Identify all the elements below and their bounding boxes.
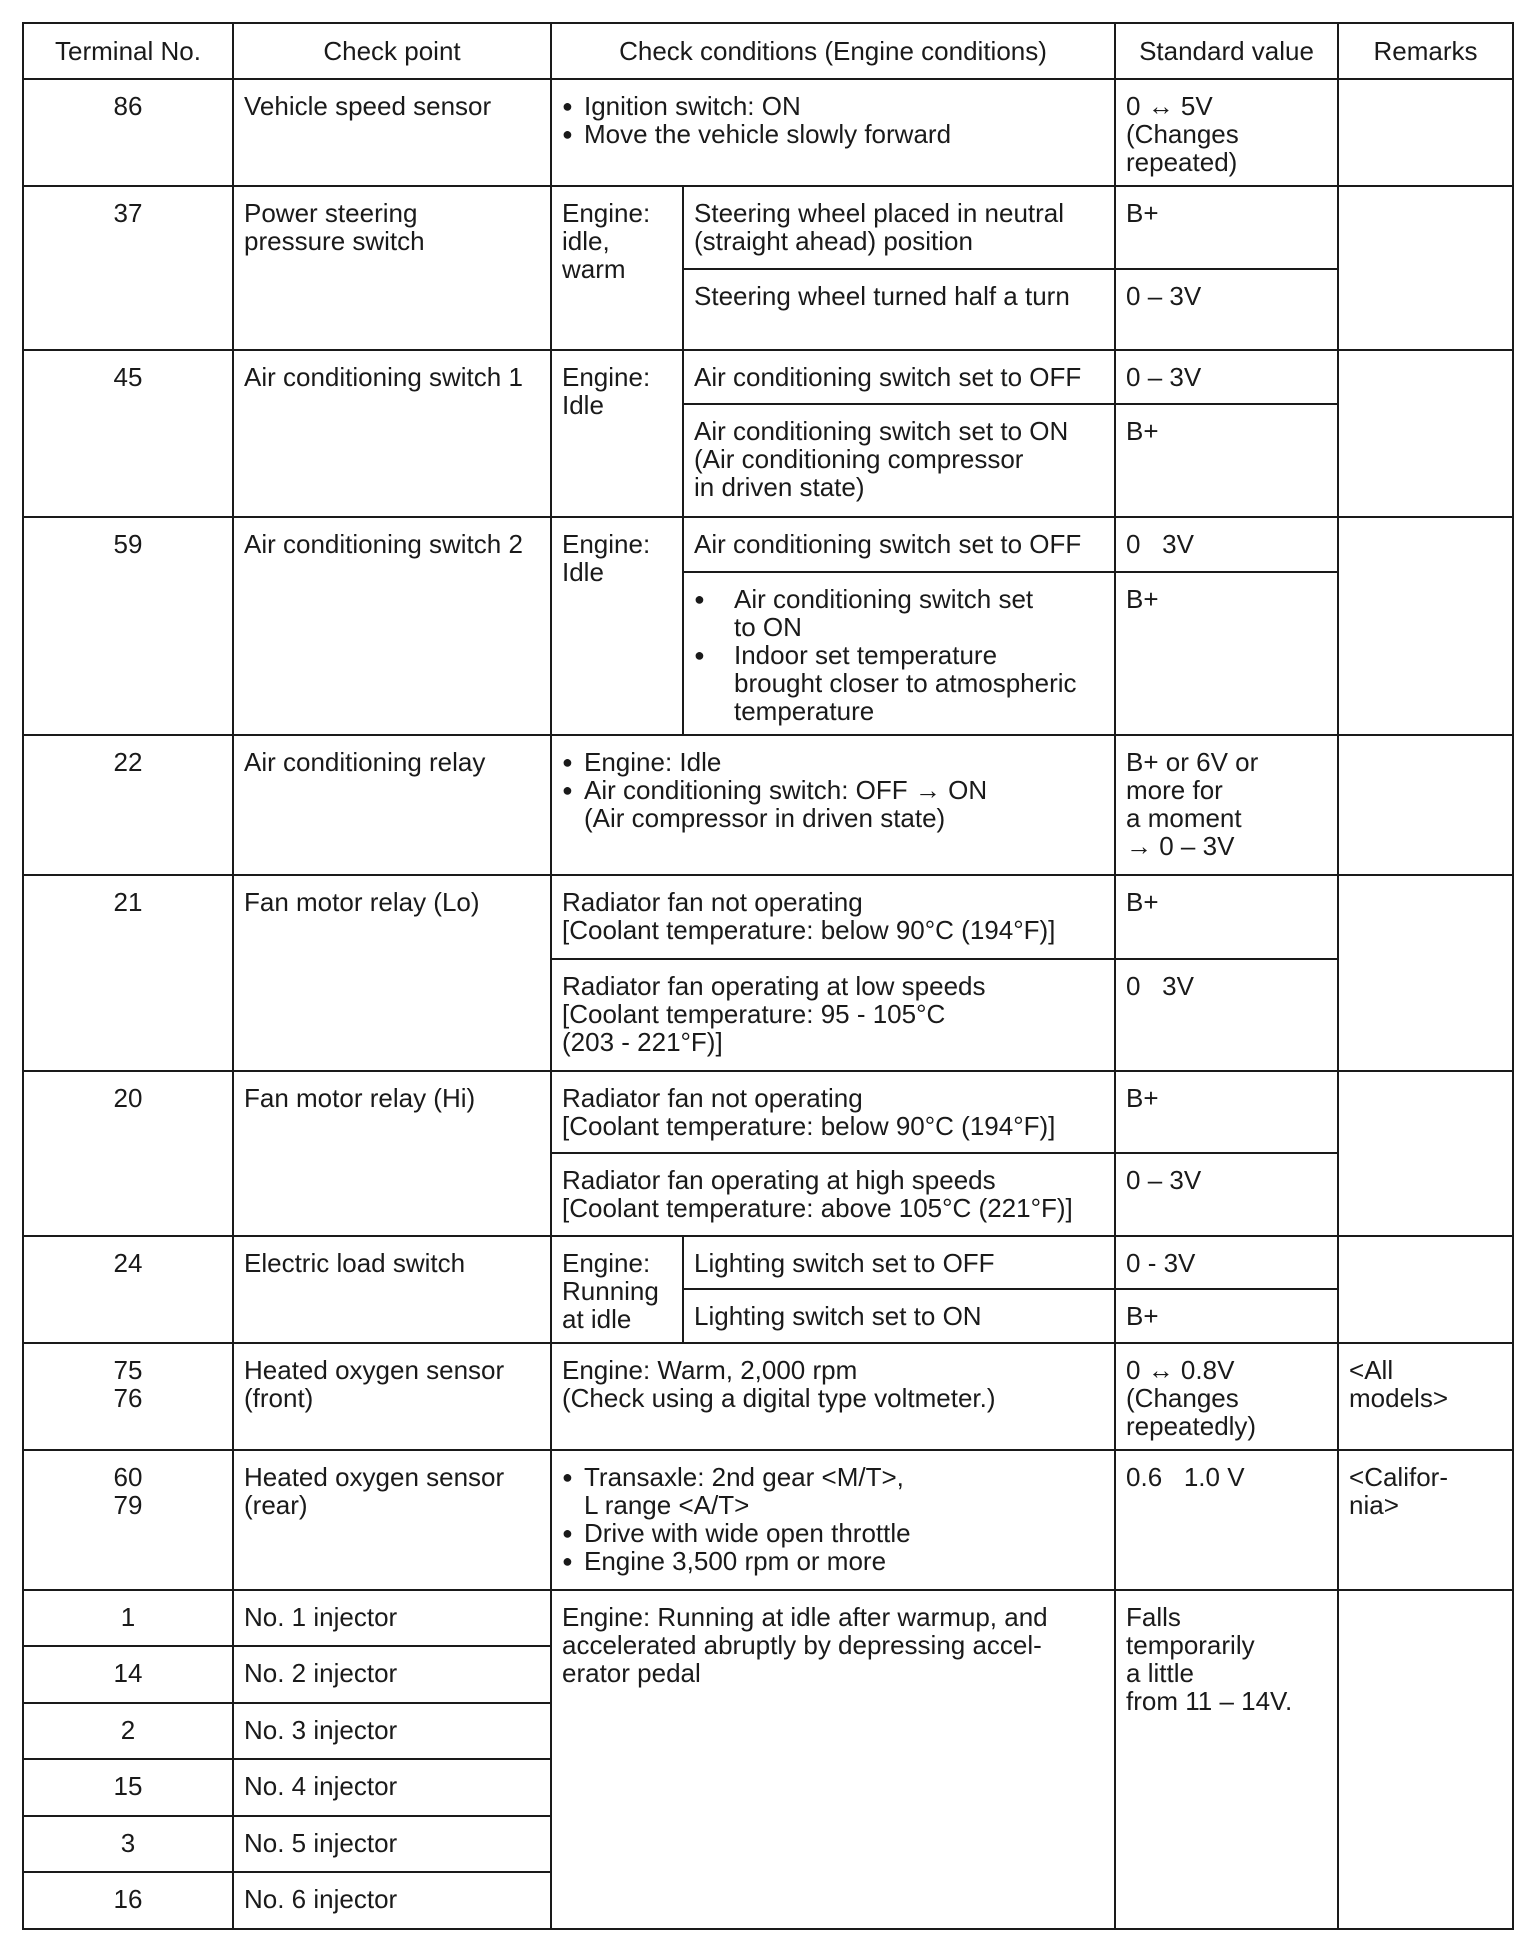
standard-value: B+ or 6V or more for a moment → 0 – 3V [1115,735,1338,874]
table-row [23,517,1513,572]
list-item: ● Move the vehicle slowly forward [562,120,1104,148]
standard-value: 0 3V [1115,517,1338,572]
terminal-check-document [22,22,1512,1930]
sub-condition: Lighting switch set to ON [683,1289,1115,1344]
remarks [1338,1071,1513,1237]
remarks [1338,186,1513,350]
standard-value: B+ [1115,404,1338,517]
list-item: ● Engine 3,500 rpm or more [562,1547,1104,1575]
engine-condition: Engine: Idle [551,350,683,518]
condition-list [562,1463,1104,1575]
condition-list [562,748,1104,832]
check-point: Air conditioning relay [233,735,551,874]
terminal-number: 75 76 [23,1343,233,1450]
check-point: No. 4 injector [233,1759,551,1816]
check-point: Air conditioning switch 1 [233,350,551,518]
table-row [23,1590,1513,1647]
check-point: Heated oxygen sensor (rear) [233,1450,551,1589]
check-conditions: Radiator fan not operating [Coolant temperature: below 90°C (194°F)] [551,875,1115,960]
check-point: Vehicle speed sensor [233,79,551,186]
list-item: ● Transaxle: 2nd gear <M/T>, L range <A/T> [562,1463,1104,1519]
remarks [1338,875,1513,1071]
table-row [23,1236,1513,1289]
remarks: <Califor- nia> [1338,1450,1513,1589]
standard-value: B+ [1115,1289,1338,1344]
terminal-number: 21 [23,875,233,1071]
terminal-number: 2 [23,1703,233,1760]
terminal-number: 22 [23,735,233,874]
condition-list [694,585,1104,725]
list-item: ● Engine: Idle [562,748,1104,776]
terminal-number: 60 79 [23,1450,233,1589]
check-conditions: Radiator fan operating at high speeds [Coolant temperature: above 105°C (221°F)] [551,1153,1115,1236]
terminal-number: 3 [23,1816,233,1873]
terminal-number: 59 [23,517,233,735]
list-item: ● Drive with wide open throttle [562,1519,1104,1547]
remarks [1338,517,1513,735]
check-point: Air conditioning switch 2 [233,517,551,735]
remarks: <All models> [1338,1343,1513,1450]
check-conditions [551,735,1115,874]
engine-condition: Engine: idle, warm [551,186,683,350]
sub-condition: Air conditioning switch set to ON (Air conditioning compressor in driven state) [683,404,1115,517]
table-row [23,1343,1513,1450]
sub-condition: Steering wheel placed in neutral (straight ahead) position [683,186,1115,269]
standard-value: 0 - 3V [1115,1236,1338,1289]
table-row [23,186,1513,269]
check-point: No. 2 injector [233,1646,551,1703]
condition-list [562,92,1104,148]
header-remarks: Remarks [1338,23,1513,79]
engine-condition: Engine: Running at idle [551,1236,683,1343]
header-standard: Standard value [1115,23,1338,79]
list-item: ● Indoor set temperature brought closer to atmospheric temperature [694,641,1104,725]
header-conditions: Check conditions (Engine conditions) [551,23,1115,79]
remarks [1338,1590,1513,1929]
sub-condition: Air conditioning switch set to OFF [683,517,1115,572]
terminal-number: 16 [23,1872,233,1929]
remarks [1338,350,1513,518]
table-row [23,350,1513,405]
remarks [1338,735,1513,874]
list-item: ● Air conditioning switch set to ON [694,585,1104,641]
standard-value: 0 – 3V [1115,350,1338,405]
terminal-number: 37 [23,186,233,350]
list-item: ● Air conditioning switch: OFF → ON (Air compressor in driven state) [562,776,1104,832]
terminal-number: 15 [23,1759,233,1816]
standard-value: 0 ↔ 5V (Changes repeated) [1115,79,1338,186]
terminal-number: 86 [23,79,233,186]
sub-condition [683,572,1115,736]
table-row [23,735,1513,874]
standard-value: 0.6 1.0 V [1115,1450,1338,1589]
check-conditions: Radiator fan not operating [Coolant temperature: below 90°C (194°F)] [551,1071,1115,1154]
check-conditions: Engine: Running at idle after warmup, and accelerated abruptly by depressing accel- erator pedal [551,1590,1115,1929]
table-row [23,875,1513,960]
check-conditions: Engine: Warm, 2,000 rpm (Check using a digital type voltmeter.) [551,1343,1115,1450]
standard-value: B+ [1115,875,1338,960]
terminal-number: 1 [23,1590,233,1647]
standard-value: B+ [1115,186,1338,269]
check-point: Heated oxygen sensor (front) [233,1343,551,1450]
table-row [23,1071,1513,1154]
standard-value: 0 – 3V [1115,269,1338,350]
standard-value: B+ [1115,572,1338,736]
check-point: No. 1 injector [233,1590,551,1647]
sub-condition: Steering wheel turned half a turn [683,269,1115,350]
terminal-number: 45 [23,350,233,518]
header-terminal: Terminal No. [23,23,233,79]
check-conditions [551,1450,1115,1589]
remarks [1338,1236,1513,1343]
engine-condition: Engine: Idle [551,517,683,735]
standard-value: 0 ↔ 0.8V (Changes repeatedly) [1115,1343,1338,1450]
check-point: No. 5 injector [233,1816,551,1873]
terminal-number: 14 [23,1646,233,1703]
check-point: Fan motor relay (Lo) [233,875,551,1071]
check-point: Power steering pressure switch [233,186,551,350]
header-row [23,23,1513,79]
check-point: Electric load switch [233,1236,551,1343]
sub-condition: Lighting switch set to OFF [683,1236,1115,1289]
standard-value: Falls temporarily a little from 11 – 14V. [1115,1590,1338,1929]
check-conditions: Radiator fan operating at low speeds [Coolant temperature: 95 - 105°C (203 - 221°F)] [551,959,1115,1070]
check-point: No. 6 injector [233,1872,551,1929]
list-item: ● Ignition switch: ON [562,92,1104,120]
standard-value: 0 – 3V [1115,1153,1338,1236]
terminal-check-table [22,22,1514,1930]
header-check-point: Check point [233,23,551,79]
terminal-number: 20 [23,1071,233,1237]
standard-value: B+ [1115,1071,1338,1154]
table-row [23,1450,1513,1589]
check-point: No. 3 injector [233,1703,551,1760]
check-conditions [551,79,1115,186]
terminal-number: 24 [23,1236,233,1343]
check-point: Fan motor relay (Hi) [233,1071,551,1237]
table-row [23,79,1513,186]
remarks [1338,79,1513,186]
standard-value: 0 3V [1115,959,1338,1070]
sub-condition: Air conditioning switch set to OFF [683,350,1115,405]
